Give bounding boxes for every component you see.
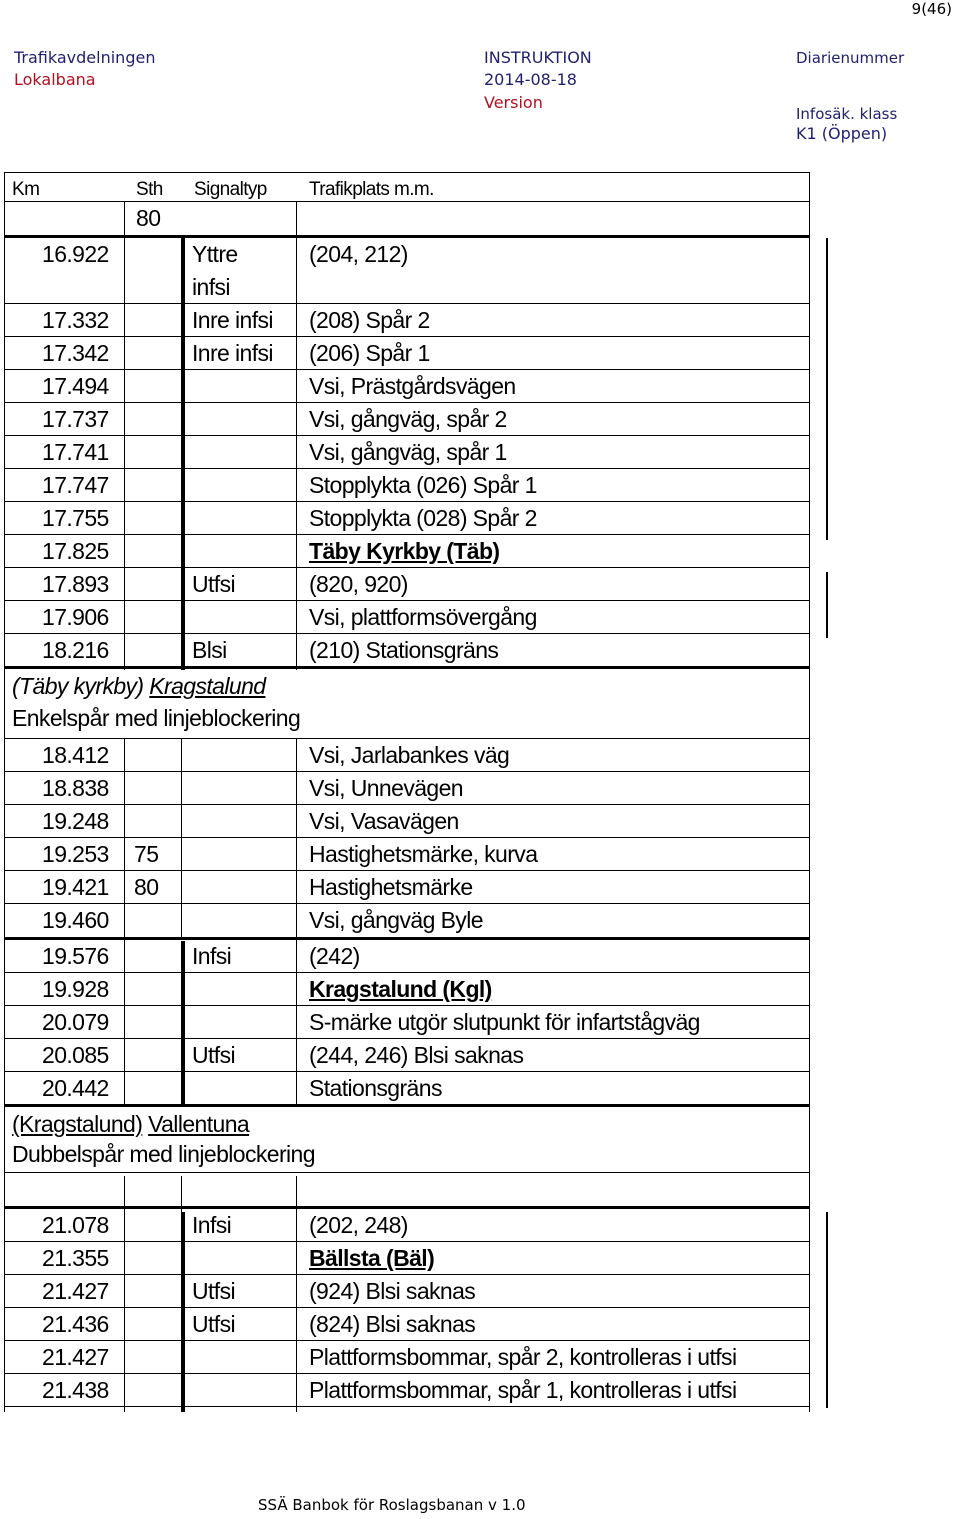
km-cell: 19.460 (42, 907, 109, 933)
km-cell: 21.438 (42, 1377, 109, 1403)
trafikplats-cell: Vsi, Jarlabankes väg (309, 742, 510, 768)
trafikplats-cell: S-märke utgör slutpunkt för infartstågväg (309, 1009, 700, 1035)
col-divider (124, 202, 125, 670)
change-bar (826, 1212, 828, 1408)
km-cell: 17.893 (42, 571, 109, 597)
section-title (12, 1111, 249, 1138)
sth-cell: 80 (136, 205, 161, 231)
trafikplats-cell: Vsi, Prästgårdsvägen (309, 373, 516, 399)
footer: SSÄ Banbok för Roslagsbanan v 1.0 (258, 1496, 526, 1514)
col-trafikplats-header: Trafikplats m.m. (309, 179, 434, 200)
km-cell: 19.421 (42, 874, 109, 900)
trafikplats-cell: Stationsgräns (309, 1075, 442, 1101)
signal-cell: Yttre (192, 241, 238, 267)
station-name: Täby Kyrkby (Täb) (309, 538, 500, 564)
table-header-row (4, 172, 810, 202)
km-cell: 20.079 (42, 1009, 109, 1035)
sth-cell: 80 (134, 874, 159, 900)
section-description: Enkelspår med linjeblockering (12, 705, 301, 731)
signal-cell: Blsi (192, 637, 227, 663)
km-cell: 20.085 (42, 1042, 109, 1068)
col-sth-header: Sth (136, 179, 163, 200)
section-title (12, 673, 265, 700)
section-from: (Täby kyrkby) (12, 673, 144, 699)
trafikplats-cell: Vsi, plattformsövergång (309, 604, 537, 630)
col-divider (124, 738, 125, 1106)
change-bar (826, 572, 828, 638)
signal-cell: Utfsi (192, 1042, 236, 1068)
page-number: 9(46) (911, 0, 952, 18)
trafikplats-cell: (204, 212) (309, 241, 408, 267)
km-cell: 17.755 (42, 505, 109, 531)
col-divider (296, 202, 297, 670)
signal-cell: Utfsi (192, 1278, 236, 1304)
trafikplats-cell: Stopplykta (026) Spår 1 (309, 472, 537, 498)
signal-cell: Inre infsi (192, 340, 273, 366)
trafikplats-cell: Stopplykta (028) Spår 2 (309, 505, 537, 531)
km-cell: 17.737 (42, 406, 109, 432)
col-signaltyp-header: Signaltyp (194, 179, 267, 200)
signal-col-divider (181, 238, 185, 670)
km-cell: 17.747 (42, 472, 109, 498)
header-org: Trafikavdelningen (14, 48, 156, 67)
trafikplats-cell: Hastighetsmärke, kurva (309, 841, 538, 867)
km-cell: 21.436 (42, 1311, 109, 1337)
km-cell: 18.838 (42, 775, 109, 801)
km-cell: 16.922 (42, 241, 109, 267)
section-from: (Kragstalund) (12, 1111, 143, 1137)
trafikplats-cell: (210) Stationsgräns (309, 637, 499, 663)
km-cell: 21.427 (42, 1278, 109, 1304)
section-header-taby-kragstalund (4, 669, 810, 739)
station-name: Bällsta (Bäl) (309, 1245, 435, 1271)
table-border-left (4, 172, 5, 1412)
section-description: Dubbelspår med linjeblockering (12, 1141, 315, 1167)
km-cell: 17.906 (42, 604, 109, 630)
trafikplats-cell: (202, 248) (309, 1212, 408, 1238)
section-to: Kragstalund (149, 673, 266, 699)
section-to: Vallentuna (148, 1111, 250, 1137)
trafikplats-cell: (242) (309, 943, 360, 969)
km-cell: 18.216 (42, 637, 109, 663)
header-version: Version (484, 93, 543, 112)
trafikplats-cell: Vsi, Unnevägen (309, 775, 463, 801)
signal-cell: Inre infsi (192, 307, 273, 333)
km-cell: 17.741 (42, 439, 109, 465)
station-name: Kragstalund (Kgl) (309, 976, 492, 1002)
header-doc-type: INSTRUKTION (484, 48, 592, 67)
trafikplats-cell: Plattformsbommar, spår 1, kontrolleras i utfsi (309, 1377, 737, 1403)
km-cell: 18.412 (42, 742, 109, 768)
sth-cell: 75 (134, 841, 159, 867)
trafikplats-cell: Vsi, gångväg, spår 2 (309, 406, 507, 432)
signal-cell: infsi (192, 274, 230, 300)
signal-col-divider (181, 941, 185, 1106)
signal-cell: Infsi (192, 1212, 232, 1238)
trafikplats-cell: Vsi, gångväg, spår 1 (309, 439, 507, 465)
km-cell: 19.576 (42, 943, 109, 969)
trafikplats-cell: (206) Spår 1 (309, 340, 430, 366)
km-cell: 21.355 (42, 1245, 109, 1271)
header-info-value: K1 (Öppen) (796, 124, 888, 143)
col-divider (124, 1176, 125, 1412)
km-cell: 21.078 (42, 1212, 109, 1238)
col-divider (296, 1176, 297, 1412)
trafikplats-cell: (244, 246) Blsi saknas (309, 1042, 524, 1068)
km-cell: 17.342 (42, 340, 109, 366)
signal-col-divider (181, 1212, 185, 1412)
trafikplats-cell: (208) Spår 2 (309, 307, 430, 333)
col-divider (181, 1176, 182, 1212)
col-divider (296, 738, 297, 1106)
trafikplats-cell: Hastighetsmärke (309, 874, 473, 900)
signal-cell: Utfsi (192, 571, 236, 597)
trafikplats-cell: Plattformsbommar, spår 2, kontrolleras i utfsi (309, 1344, 737, 1370)
signal-cell: Infsi (192, 943, 232, 969)
km-cell: 17.494 (42, 373, 109, 399)
col-divider (181, 738, 182, 938)
km-cell: 17.332 (42, 307, 109, 333)
km-cell: 17.825 (42, 538, 109, 564)
trafikplats-cell: (924) Blsi saknas (309, 1278, 476, 1304)
trafikplats-cell: Vsi, gångväg Byle (309, 907, 483, 933)
header-diary: Diarienummer (796, 49, 905, 67)
change-bar (826, 238, 828, 540)
km-cell: 19.248 (42, 808, 109, 834)
km-cell: 21.427 (42, 1344, 109, 1370)
trafikplats-cell: Vsi, Vasavägen (309, 808, 459, 834)
km-cell: 19.253 (42, 841, 109, 867)
header-info-label: Infosäk. klass (796, 105, 898, 123)
table-border-right (809, 172, 810, 1412)
header-date: 2014-08-18 (484, 70, 577, 89)
km-cell: 20.442 (42, 1075, 109, 1101)
col-km-header: Km (12, 179, 40, 200)
signal-cell: Utfsi (192, 1311, 236, 1337)
trafikplats-cell: (824) Blsi saknas (309, 1311, 476, 1337)
km-cell: 19.928 (42, 976, 109, 1002)
trafikplats-cell: (820, 920) (309, 571, 408, 597)
header-unit: Lokalbana (14, 70, 96, 89)
section-header-kragstalund-vallentuna (4, 1107, 810, 1173)
